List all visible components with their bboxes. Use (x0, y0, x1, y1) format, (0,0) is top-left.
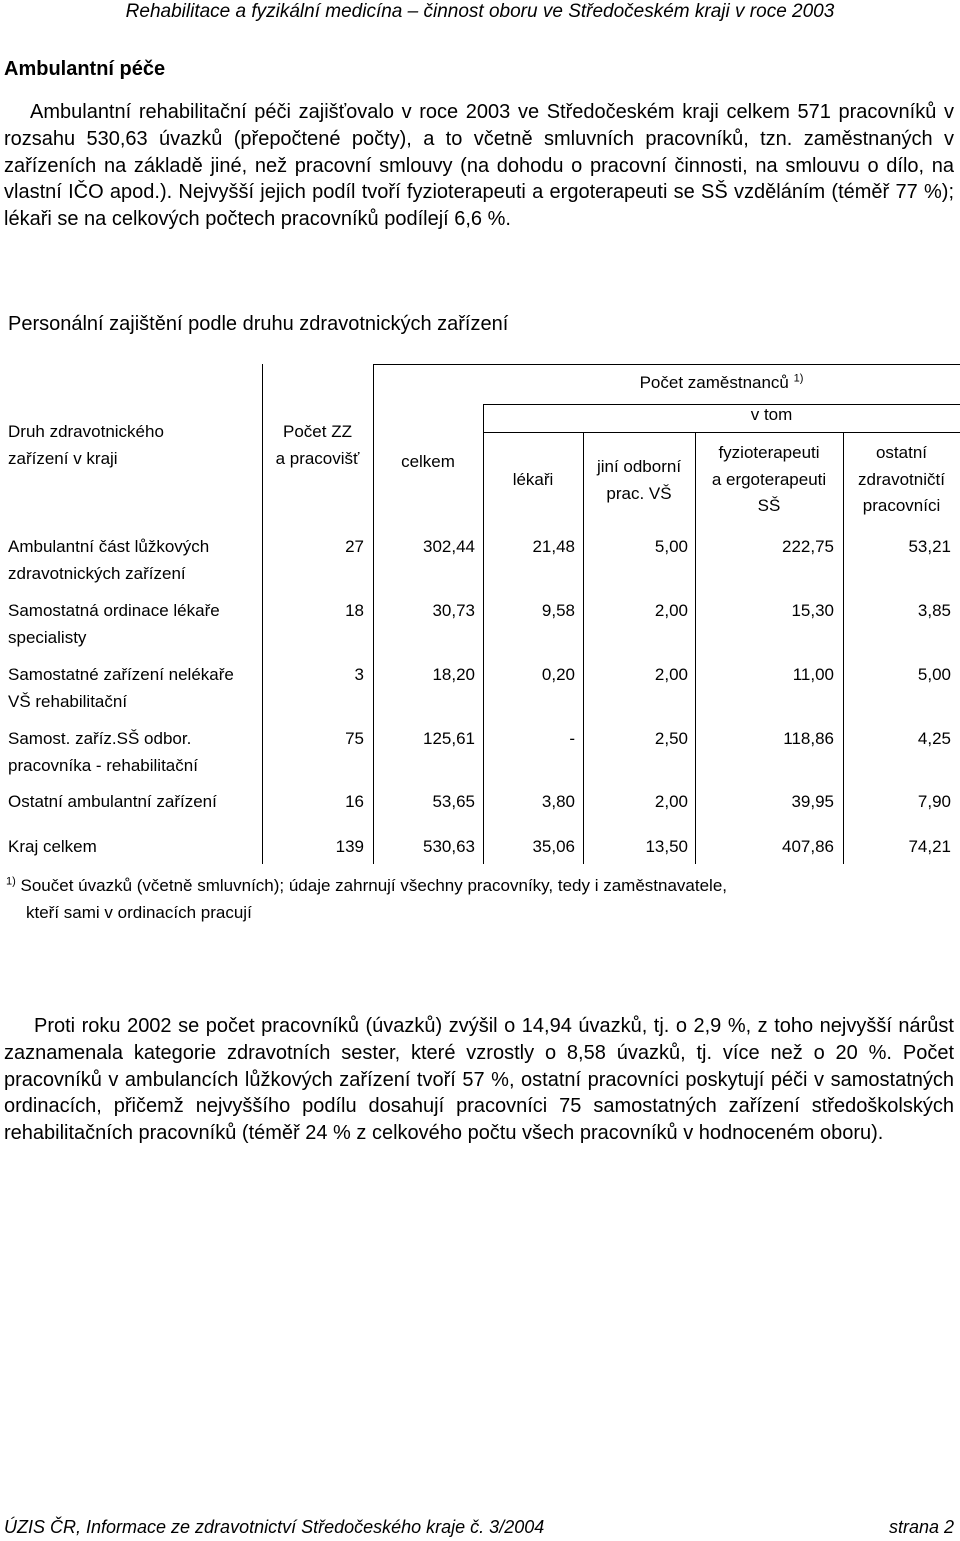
table-title: Personální zajištění podle druhu zdravotnických zařízení (8, 313, 509, 335)
cell-total: 530,63 (423, 837, 475, 856)
cell-doctors: 9,58 (541, 601, 575, 620)
header-count: Počet ZZ a pracovišť (275, 422, 360, 468)
header-other: ostatní zdravotničtí pracovníci (858, 443, 945, 515)
cell-doctors: 3,80 (541, 792, 575, 811)
row-name: zdravotnických zařízení (8, 563, 186, 583)
cell-physio: 118,86 (783, 729, 834, 748)
cell-other: 53,21 (908, 537, 951, 556)
page-header-title: Rehabilitace a fyzikální medicína – činnost oboru ve Středočeském kraji v roce 2003 (125, 1, 835, 22)
table-footnote (6, 873, 906, 926)
header-of-which: v tom (750, 405, 793, 424)
cell-other-vs: 5,00 (654, 537, 688, 556)
intro-paragraph: Ambulantní rehabilitační péči zajišťovalo v roce 2003 ve Středočeském kraji celkem 571 pracovníků v rozsahu 530,63 úvazků (přepočtené počty), a to včetně smluvních pracovníků, tzn. zaměstnaných v zařízeních na základě jiné, než pracovní smlouvy (na dohodu o pracovní činnosti, na smlouvu o dílo, na vlastní IČO apod.). Nejvyšší jejich podíl tvoří fyzioterapeuti a ergoterapeuti se SŠ vzděláním (téměř 77 %); lékaři se na celkových počtech pracovníků podílejí 6,6 %. (4, 101, 954, 231)
cell-other: 74,21 (908, 837, 951, 856)
cell-count: 139 (335, 837, 364, 856)
summary-paragraph: Proti roku 2002 se počet pracovníků (úvazků) zvýšil o 14,94 úvazků, tj. o 2,9 %, z toho nejvyšší nárůst zaznamenala kategorie zdravotních sester, které vzrostly o 8,58 úvazků, tj. více než o 20 %. Počet pracovníků v ambulancích lůžkových zařízení tvoří 57 %, ostatní pracovníci poskytují péči v samostatných ordinacích, přičemž nejvyššího podílu dosahují pracovníci 75 samostatných zařízení středoškolských rehabilitačních pracovníků (téměř 24 % z celkového počtu všech pracovníků v hodnoceném oboru). (4, 1015, 954, 1145)
cell-other-vs: 2,00 (654, 601, 688, 620)
cell-other: 5,00 (917, 665, 951, 684)
cell-total: 30,73 (432, 601, 475, 620)
cell-physio: 222,75 (782, 537, 834, 556)
header-type: Druh zdravotnického zařízení v kraji (8, 422, 164, 468)
row-name: Ambulantní část lůžkových (8, 537, 210, 556)
cell-count: 75 (345, 729, 364, 748)
cell-physio: 407,86 (782, 837, 834, 856)
cell-doctors: 21,48 (532, 537, 575, 556)
row-name: specialisty (8, 627, 87, 647)
cell-other-vs: 13,50 (645, 837, 688, 856)
row-name: Samostatné zařízení nelékaře (8, 665, 234, 684)
row-name: Samost. zaříz.SŠ odbor. (8, 729, 192, 748)
header-doctors: lékaři (512, 470, 554, 489)
header-employees: Počet zaměstnanců $^{1)}$ (639, 372, 804, 392)
section-heading: Ambulantní péče (4, 58, 166, 80)
cell-total: 53,65 (432, 792, 475, 811)
cell-physio: 39,95 (791, 792, 834, 811)
cell-doctors: 0,20 (541, 665, 575, 684)
cell-other-vs: 2,50 (654, 729, 688, 748)
cell-total: 302,44 (423, 537, 475, 556)
cell-other: 7,90 (917, 792, 951, 811)
header-other-vs: jiní odborní prac. VŠ (596, 457, 682, 503)
footnote-line: kteří sami v ordinacích pracují (26, 902, 252, 922)
cell-total: 18,20 (432, 665, 475, 684)
cell-count: 27 (345, 537, 364, 556)
cell-other-vs: 2,00 (654, 665, 688, 684)
cell-count: 18 (345, 601, 364, 620)
header-total: celkem (401, 452, 455, 471)
footnote-line: Součet úvazků (včetně smluvních); údaje zahrnují všechny pracovníky, tedy i zaměstnavatele, (20, 876, 727, 895)
row-name: VŠ rehabilitační (8, 691, 128, 711)
footnote-mark: 1) (6, 875, 16, 888)
cell-count: 3 (354, 665, 364, 684)
table-top-rule (373, 364, 960, 365)
cell-other-vs: 2,00 (654, 792, 688, 811)
cell-physio: 15,30 (791, 601, 834, 620)
cell-doctors: - (569, 729, 575, 748)
row-name: Samostatná ordinace lékaře (8, 601, 220, 620)
row-name: Ostatní ambulantní zařízení (8, 792, 217, 811)
footer-page-number: strana 2 (888, 1517, 954, 1537)
cell-other: 3,85 (917, 601, 951, 620)
row-name: Kraj celkem (8, 837, 97, 856)
footer-source: ÚZIS ČR, Informace ze zdravotnictví Středočeského kraje č. 3/2004 (4, 1517, 545, 1537)
cell-other: 4,25 (917, 729, 951, 748)
cell-doctors: 35,06 (532, 837, 575, 856)
cell-physio: 11,00 (792, 665, 834, 684)
cell-count: 16 (345, 792, 364, 811)
table-sub-rule (483, 432, 960, 433)
cell-total: 125,61 (423, 729, 475, 748)
header-physio: fyzioterapeuti a ergoterapeuti SŠ (711, 443, 827, 515)
row-name: pracovníka - rehabilitační (8, 755, 198, 775)
